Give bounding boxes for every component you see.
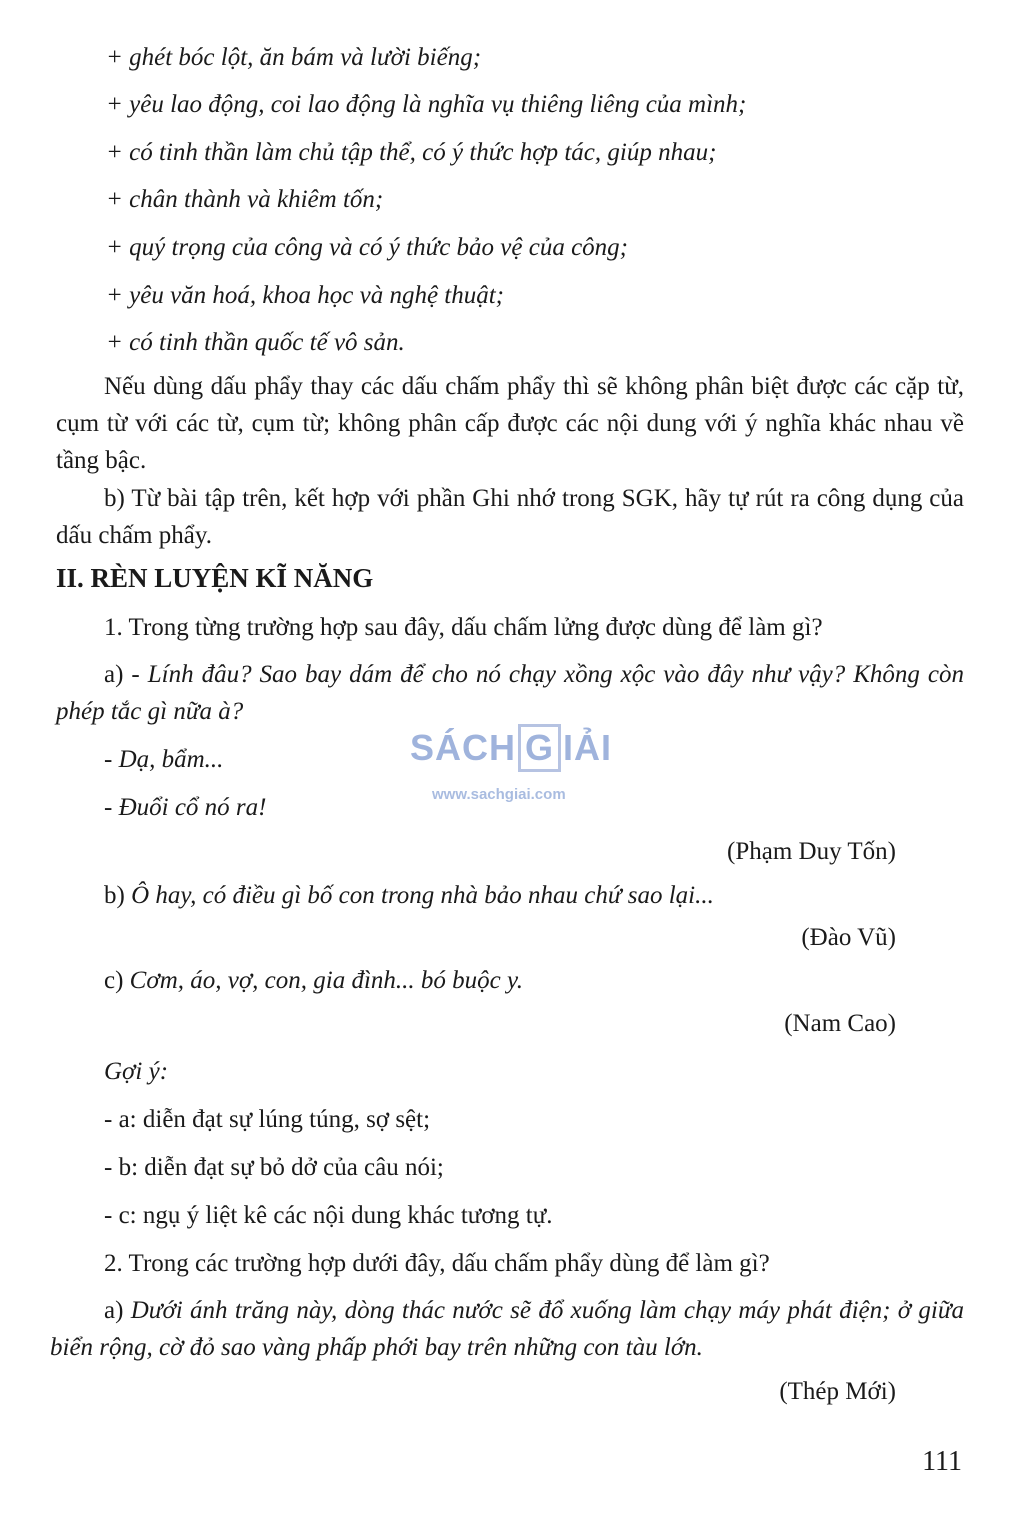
dialogue-line: - Đuổi cổ nó ra! (104, 794, 267, 821)
author-citation: (Đào Vũ) (801, 924, 896, 951)
instruction-paragraph: b) Từ bài tập trên, kết hợp với phần Ghi nhớ trong SGK, hãy tự rút ra công dụng của dấu chấm phẩy. (56, 485, 964, 549)
example-label: b) (104, 882, 125, 909)
watermark (410, 712, 620, 812)
example-text: Dưới ánh trăng này, dòng thác nước sẽ đổ xuống làm chạy máy phát điện; ở giữa biển rộng, cờ đỏ sao vàng phấp phới bay trên những con tàu lớn. (50, 1297, 965, 1361)
hint-label: Gợi ý: (104, 1058, 169, 1085)
explanation-paragraph: Nếu dùng dấu phẩy thay các dấu chấm phẩy thì sẽ không phân biệt được các cặp từ, cụm từ với các từ, cụm từ; không phân cấp được các nội dung với ý nghĩa khác nhau về tầng bậc. (56, 373, 964, 474)
example-1b (104, 880, 714, 912)
bullet-item: + yêu văn hoá, khoa học và nghệ thuật; (106, 282, 505, 309)
section-heading: II. RÈN LUYỆN KĨ NĂNG (56, 563, 374, 593)
watermark-url: www.sachgiai.com (432, 786, 566, 803)
example-text: - Lính đâu? Sao bay dám để cho nó chạy xồng xộc vào đây như vậy? Không còn phép tắc gì nữa à? (56, 661, 965, 725)
author-citation: (Nam Cao) (784, 1010, 896, 1037)
example-1c (104, 965, 523, 997)
bullet-item: + quý trọng của công và có ý thức bảo vệ của công; (106, 234, 629, 261)
hint-item: - a: diễn đạt sự lúng túng, sợ sệt; (104, 1106, 431, 1133)
hint-item: - c: ngụ ý liệt kê các nội dung khác tương tự. (104, 1202, 553, 1229)
author-citation: (Phạm Duy Tốn) (727, 838, 896, 865)
example-label: c) (104, 967, 124, 994)
page-number: 111 (922, 1446, 962, 1477)
bullet-item: + ghét bóc lột, ăn bám và lười biếng; (106, 44, 482, 71)
example-label: a) (104, 1297, 124, 1324)
bullet-item: + yêu lao động, coi lao động là nghĩa vụ thiêng liêng của mình; (106, 91, 747, 118)
question-2: 2. Trong các trường hợp dưới đây, dấu chấm phẩy dùng để làm gì? (104, 1250, 770, 1277)
bullet-item: + chân thành và khiêm tốn; (106, 186, 384, 213)
example-2a (50, 1292, 964, 1366)
example-text: Ô hay, có điều gì bố con trong nhà bảo nhau chứ sao lại... (131, 882, 714, 909)
example-label: a) (104, 661, 124, 688)
hint-item: - b: diễn đạt sự bỏ dở của câu nói; (104, 1154, 444, 1181)
bullet-item: + có tinh thần quốc tế vô sản. (106, 329, 405, 356)
bullet-item: + có tinh thần làm chủ tập thể, có ý thức hợp tác, giúp nhau; (106, 139, 717, 166)
example-text: Cơm, áo, vợ, con, gia đình... bó buộc y. (129, 967, 523, 994)
question-1: 1. Trong từng trường hợp sau đây, dấu chấm lửng được dùng để làm gì? (104, 614, 823, 641)
dialogue-line: - Dạ, bẩm... (104, 746, 224, 773)
watermark-logo: SÁCH G IẢI (410, 724, 612, 772)
author-citation: (Thép Mới) (779, 1378, 896, 1405)
